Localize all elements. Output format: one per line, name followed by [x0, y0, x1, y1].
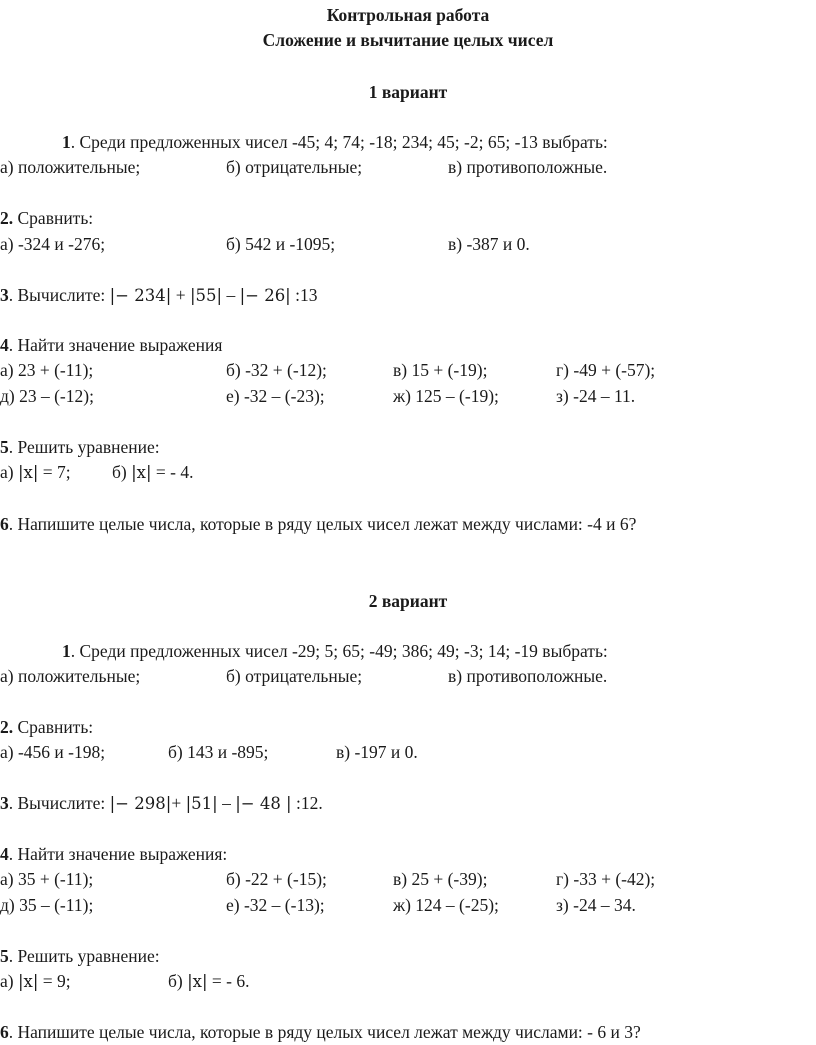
- v1-task1-option-c: в) противоположные.: [448, 157, 608, 177]
- v2-task5-eq-b-abs: |x|: [187, 972, 208, 991]
- v2-task5-eq-b-label: б): [168, 971, 188, 991]
- v1-task5-eq-b-abs: |x|: [131, 463, 152, 482]
- v2-task4-statement: [0, 842, 227, 866]
- v2-task4-row1: [0, 867, 816, 891]
- v2-task2-text: Сравнить:: [13, 717, 94, 737]
- variant2-heading: 2 вариант: [368, 591, 448, 611]
- v1-task3-suffix: :13: [290, 285, 318, 305]
- v1-task3-expr1: |− 234|: [109, 286, 172, 305]
- v2-task2-options: [0, 740, 816, 764]
- v2-task6: [0, 1020, 641, 1044]
- v1-task2-text: Сравнить:: [13, 208, 94, 228]
- v1-task2-number: 2.: [0, 208, 14, 228]
- v1-task3-prefix: . Вычислите:: [8, 285, 110, 305]
- v2-task5-eq-b: [168, 969, 250, 994]
- v2-task6-text: . Напишите целые числа, которые в ряду целых чисел лежат между числами: - 6 и 3?: [8, 1022, 641, 1042]
- v1-task3: [0, 283, 318, 307]
- v1-task2-option-a: а) -324 и -276;: [0, 234, 106, 254]
- v2-task4-item-c: в) 25 + (-39);: [393, 869, 488, 889]
- v1-task5-equations: [0, 460, 816, 484]
- v1-task5-eq-a: [0, 460, 71, 485]
- v1-task2-options: [0, 232, 816, 256]
- v2-task3-op1: +: [171, 793, 186, 813]
- v2-task4-row2: [0, 893, 816, 917]
- v2-task5-statement: [0, 944, 160, 968]
- v1-task5-eq-a-rhs: = 7;: [38, 462, 71, 482]
- v1-task5-eq-b-rhs: = - 4.: [151, 462, 194, 482]
- v1-task4-number: 4: [0, 335, 9, 355]
- v2-task3-op2: –: [217, 793, 236, 813]
- v1-task4-text: . Найти значение выражения: [8, 335, 223, 355]
- v2-task1-statement: [62, 639, 608, 663]
- v2-task3-expr2: |51|: [185, 794, 218, 813]
- v1-task2-option-b: б) 542 и -1095;: [226, 234, 336, 254]
- v2-task1-option-c: в) противоположные.: [448, 666, 608, 686]
- v1-task5-text: . Решить уравнение:: [8, 437, 160, 457]
- v1-task1-options: [0, 155, 816, 179]
- v2-task5-number: 5: [0, 946, 9, 966]
- v1-task3-expr2: |55|: [189, 286, 223, 305]
- v2-task3-expr3: |− 48 |: [235, 794, 292, 813]
- v1-task1-statement: [62, 130, 608, 154]
- v2-task4-item-f: е) -32 – (-13);: [226, 895, 325, 915]
- v2-task4-item-e: д) 35 – (-11);: [0, 895, 94, 915]
- v2-task5-equations: [0, 969, 816, 993]
- v1-task3-op1: +: [171, 285, 190, 305]
- v1-task3-number: 3: [0, 285, 9, 305]
- v1-task2-option-c: в) -387 и 0.: [448, 234, 530, 254]
- v2-task1-text: . Среди предложенных чисел -29; 5; 65; -49; 386; 49; -3; 14; -19 выбрать:: [70, 641, 608, 661]
- v2-task3: [0, 791, 323, 815]
- page-subtitle: Сложение и вычитание целых чисел: [262, 30, 554, 50]
- v2-task4-item-a: а) 35 + (-11);: [0, 869, 94, 889]
- v1-task4-row2: [0, 384, 816, 408]
- v2-task4-item-d: г) -33 + (-42);: [556, 869, 656, 889]
- v1-task5-statement: [0, 435, 160, 459]
- v2-task1-option-b: б) отрицательные;: [226, 666, 363, 686]
- v1-task4-statement: [0, 333, 222, 357]
- v2-task1-number: 1: [62, 641, 71, 661]
- v1-task6: [0, 512, 636, 536]
- v1-task4-item-b: б) -32 + (-12);: [226, 360, 327, 380]
- v1-task1-option-b: б) отрицательные;: [226, 157, 363, 177]
- v1-task2-statement: [0, 206, 93, 230]
- v1-task4-item-g: ж) 125 – (-19);: [393, 386, 499, 406]
- v2-task4-item-b: б) -22 + (-15);: [226, 869, 327, 889]
- v2-task5-text: . Решить уравнение:: [8, 946, 160, 966]
- v2-task4-item-h: з) -24 – 34.: [556, 895, 636, 915]
- v2-task4-number: 4: [0, 844, 9, 864]
- v1-task5-number: 5: [0, 437, 9, 457]
- v1-task4-item-c: в) 15 + (-19);: [393, 360, 488, 380]
- v2-task5-eq-a-rhs: = 9;: [38, 971, 71, 991]
- v2-task3-number: 3: [0, 793, 9, 813]
- v1-task4-item-a: а) 23 + (-11);: [0, 360, 94, 380]
- v1-task1-option-a: а) положительные;: [0, 157, 141, 177]
- v2-task1-options: [0, 664, 816, 688]
- v1-task3-expr3: |− 26|: [239, 286, 291, 305]
- v1-task3-op2: –: [222, 285, 240, 305]
- v2-task5-eq-a: [0, 969, 71, 994]
- v2-task2-number: 2.: [0, 717, 14, 737]
- v2-task6-number: 6: [0, 1022, 9, 1042]
- v1-task1-text: . Среди предложенных чисел -45; 4; 74; -18; 234; 45; -2; 65; -13 выбрать:: [70, 132, 608, 152]
- v2-task2-option-a: а) -456 и -198;: [0, 742, 106, 762]
- v2-task3-expr1: |− 298|: [109, 794, 172, 813]
- v1-task4-item-d: г) -49 + (-57);: [556, 360, 656, 380]
- v1-task1-number: 1: [62, 132, 71, 152]
- v1-task4-item-f: е) -32 – (-23);: [226, 386, 325, 406]
- v2-task3-prefix: . Вычислите:: [8, 793, 110, 813]
- v2-task5-eq-a-abs: |x|: [17, 972, 39, 991]
- v2-task2-statement: [0, 715, 93, 739]
- v1-task6-number: 6: [0, 514, 9, 534]
- v1-task4-row1: [0, 358, 816, 382]
- v2-task2-option-b: б) 143 и -895;: [168, 742, 269, 762]
- v1-task5-eq-b-label: б): [112, 462, 132, 482]
- variant1-heading: 1 вариант: [368, 82, 448, 102]
- v2-task2-option-c: в) -197 и 0.: [336, 742, 418, 762]
- v1-task5-eq-a-abs: |x|: [17, 463, 39, 482]
- v2-task5-eq-a-label: а): [0, 971, 18, 991]
- v2-task5-eq-b-rhs: = - 6.: [207, 971, 250, 991]
- v2-task3-suffix: :12.: [291, 793, 323, 813]
- v2-task4-item-g: ж) 124 – (-25);: [393, 895, 499, 915]
- v1-task4-item-e: д) 23 – (-12);: [0, 386, 94, 406]
- v1-task5-eq-b: [112, 460, 194, 485]
- v1-task4-item-h: з) -24 – 11.: [556, 386, 636, 406]
- v1-task6-text: . Напишите целые числа, которые в ряду целых чисел лежат между числами: -4 и 6?: [8, 514, 637, 534]
- page-title: Контрольная работа: [326, 5, 490, 25]
- v1-task5-eq-a-label: а): [0, 462, 18, 482]
- v2-task4-text: . Найти значение выражения:: [8, 844, 228, 864]
- v2-task1-option-a: а) положительные;: [0, 666, 141, 686]
